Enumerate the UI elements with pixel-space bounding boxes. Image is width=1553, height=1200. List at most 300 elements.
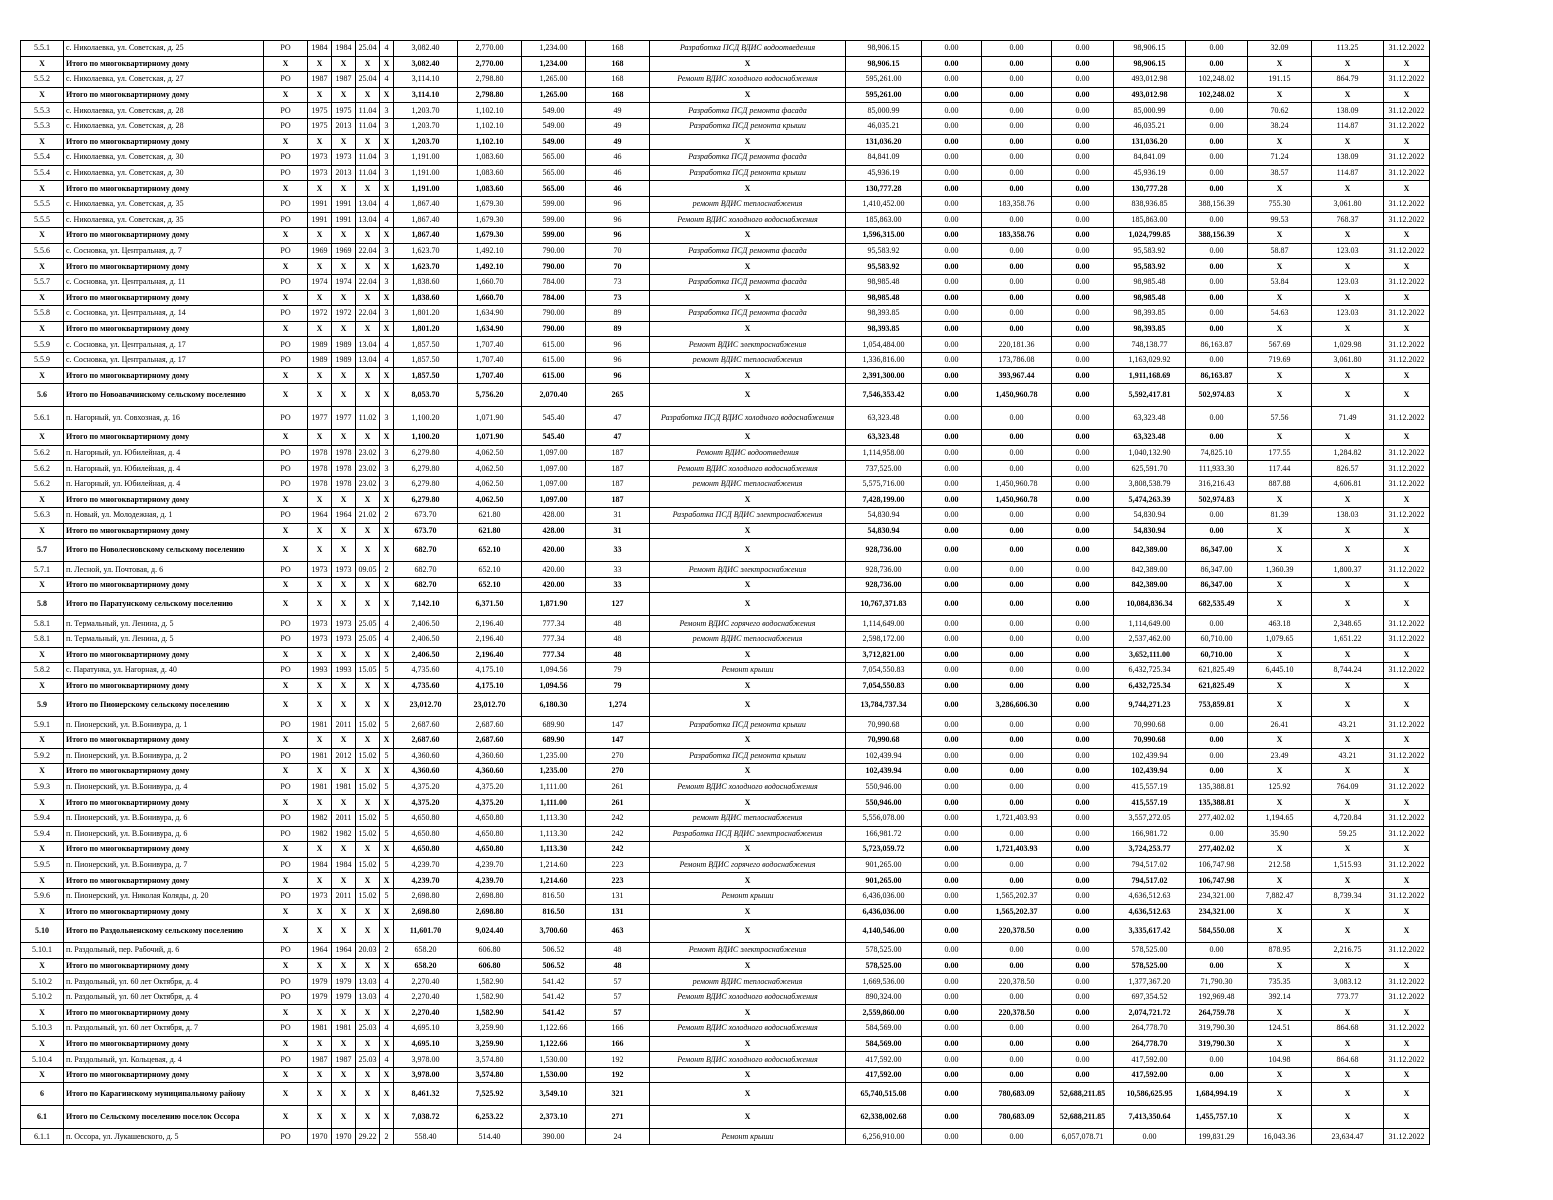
table-cell: 73 (586, 274, 650, 290)
table-cell: 4,062.50 (458, 461, 522, 477)
table-cell: X (1312, 290, 1384, 306)
table-cell: 6,371.50 (458, 593, 522, 616)
table-cell: РО (264, 562, 308, 578)
table-cell: X (356, 1005, 380, 1021)
table-cell: 1981 (332, 779, 356, 795)
table-cell: X (264, 904, 308, 920)
table-cell: X (380, 694, 394, 717)
table-cell: 1973 (308, 562, 332, 578)
table-cell: 0.00 (922, 663, 982, 679)
table-cell: X (1312, 523, 1384, 539)
table-cell: 689.90 (522, 717, 586, 733)
table-cell: 1,097.00 (522, 461, 586, 477)
table-cell: 1,660.70 (458, 290, 522, 306)
table-cell: 31.12.2022 (1384, 974, 1430, 990)
table-cell: 1993 (332, 663, 356, 679)
table-cell: 0.00 (1052, 732, 1114, 748)
table-cell: с. Николаевка, ул. Советская, д. 27 (64, 72, 264, 88)
table-cell: 23,634.47 (1312, 1129, 1384, 1145)
table-cell: 4,239.70 (458, 857, 522, 873)
table-cell: 0.00 (1052, 873, 1114, 889)
table-cell: 2,698.80 (394, 904, 458, 920)
table-cell: 2,270.40 (394, 974, 458, 990)
table-cell: Разработка ПСД ремонта фасада (650, 103, 846, 119)
table-cell: X (1248, 430, 1312, 446)
table-cell: X (21, 492, 64, 508)
table-cell: 0.00 (1052, 321, 1114, 337)
table-cell: 5.7.1 (21, 562, 64, 578)
table-cell: 3,082.40 (394, 41, 458, 57)
table-cell: 1964 (332, 943, 356, 959)
table-cell: Итого по многоквартирному дому (64, 430, 264, 446)
table-cell: 86,163.87 (1186, 368, 1248, 384)
table-cell: 84,841.09 (846, 150, 922, 166)
table-cell: X (332, 732, 356, 748)
table-cell: X (264, 321, 308, 337)
table-cell: 31.12.2022 (1384, 943, 1430, 959)
table-cell: 86,163.87 (1186, 337, 1248, 353)
table-cell: 26.41 (1248, 717, 1312, 733)
table-cell: 1,707.40 (458, 368, 522, 384)
table-cell: 4,360.60 (458, 764, 522, 780)
table-cell: 6,279.80 (394, 445, 458, 461)
table-cell: 63,323.48 (1114, 430, 1186, 446)
table-cell: 0.00 (1052, 118, 1114, 134)
table-cell: X (1312, 795, 1384, 811)
table-cell: 420.00 (522, 539, 586, 562)
table-cell: X (1248, 873, 1312, 889)
table-cell: 0.00 (1052, 290, 1114, 306)
table-cell: 1,235.00 (522, 748, 586, 764)
table-cell: 53.84 (1248, 274, 1312, 290)
table-cell: X (264, 958, 308, 974)
table-cell: 514.40 (458, 1129, 522, 1145)
table-cell: 46,035.21 (846, 118, 922, 134)
table-cell: 0.00 (922, 337, 982, 353)
table-cell: 0.00 (1186, 523, 1248, 539)
table-cell: 549.00 (522, 134, 586, 150)
table-cell: с. Николаевка, ул. Советская, д. 30 (64, 150, 264, 166)
table-cell: 928,736.00 (846, 539, 922, 562)
table-cell: 615.00 (522, 368, 586, 384)
table-cell: X (1384, 795, 1430, 811)
table-cell: X (264, 259, 308, 275)
table-cell: РО (264, 243, 308, 259)
table-cell: 31.12.2022 (1384, 857, 1430, 873)
table-cell: 0.00 (1052, 523, 1114, 539)
table-cell: 652.10 (458, 562, 522, 578)
table-cell: X (264, 56, 308, 72)
table-cell: 31.12.2022 (1384, 810, 1430, 826)
table-cell: 63,323.48 (846, 407, 922, 430)
table-cell: X (650, 1067, 846, 1083)
table-cell: 3,978.00 (394, 1052, 458, 1068)
table-row (21, 1021, 1430, 1037)
table-cell: 4 (380, 196, 394, 212)
table-cell: п. Нагорный, ул. Юбилейная, д. 4 (64, 461, 264, 477)
table-cell: Итого по многоквартирному дому (64, 290, 264, 306)
table-cell: 1,911,168.69 (1114, 368, 1186, 384)
table-cell: X (332, 259, 356, 275)
table-cell: 0.00 (1052, 616, 1114, 632)
table-cell: 1984 (308, 41, 332, 57)
table-cell: 73 (586, 290, 650, 306)
table-cell: X (1248, 842, 1312, 858)
table-cell: 0.00 (982, 523, 1052, 539)
table-row (21, 445, 1430, 461)
table-cell: 0.00 (1052, 748, 1114, 764)
table-cell: 23.49 (1248, 748, 1312, 764)
table-cell: Ремонт ВДИС холодного водоснабжения (650, 779, 846, 795)
table-cell: 102,439.94 (846, 748, 922, 764)
table-cell: 25.05 (356, 616, 380, 632)
table-cell: 62,338,002.68 (846, 1106, 922, 1129)
table-total-row (21, 1083, 1430, 1106)
table-cell: 0.00 (1052, 41, 1114, 57)
table-cell: 25.03 (356, 1052, 380, 1068)
table-cell: X (1312, 577, 1384, 593)
table-cell: X (21, 430, 64, 446)
table-cell: 242 (586, 810, 650, 826)
table-cell: 5 (380, 779, 394, 795)
table-cell: X (1248, 321, 1312, 337)
table-cell: X (650, 492, 846, 508)
table-cell: 16,043.36 (1248, 1129, 1312, 1145)
table-cell: 2,687.60 (394, 732, 458, 748)
table-cell: 0.00 (922, 717, 982, 733)
table-cell: 13.04 (356, 196, 380, 212)
table-cell: X (1384, 593, 1430, 616)
table-cell: Итого по многоквартирному дому (64, 1005, 264, 1021)
table-cell: 578,525.00 (1114, 958, 1186, 974)
table-cell: 234,321.00 (1186, 888, 1248, 904)
table-cell: 0.00 (922, 647, 982, 663)
table-cell: 541.42 (522, 974, 586, 990)
table-cell: 1,867.40 (394, 228, 458, 244)
table-cell: 0.00 (922, 873, 982, 889)
table-cell: 0.00 (1052, 407, 1114, 430)
table-cell: 0.00 (1052, 445, 1114, 461)
table-cell: 0.00 (982, 562, 1052, 578)
table-row (21, 1129, 1430, 1145)
table-cell: 550,946.00 (846, 795, 922, 811)
table-cell: 0.00 (982, 663, 1052, 679)
table-cell: 599.00 (522, 228, 586, 244)
table-cell: X (264, 384, 308, 407)
table-cell: 23.02 (356, 461, 380, 477)
table-cell: 1,235.00 (522, 764, 586, 780)
table-cell: 0.00 (982, 259, 1052, 275)
table-cell: 6,432,725.34 (1114, 663, 1186, 679)
table-cell: X (650, 228, 846, 244)
table-cell: X (308, 134, 332, 150)
table-cell: 5.9.2 (21, 748, 64, 764)
table-cell: 4,062.50 (458, 492, 522, 508)
table-cell: 71,790.30 (1186, 974, 1248, 990)
table-cell: 887.88 (1248, 476, 1312, 492)
table-cell: X (21, 678, 64, 694)
table-cell: 8,053.70 (394, 384, 458, 407)
table-cell: 1,669,536.00 (846, 974, 922, 990)
table-cell: X (308, 56, 332, 72)
table-cell: 1982 (308, 810, 332, 826)
table-cell: п. Термальный, ул. Ленина, д. 5 (64, 616, 264, 632)
table-cell: 0.00 (922, 368, 982, 384)
table-cell: 168 (586, 72, 650, 88)
table-cell: 606.80 (458, 958, 522, 974)
table-cell: X (380, 1083, 394, 1106)
table-cell: 0.00 (1186, 508, 1248, 524)
table-cell: 2,270.40 (394, 1005, 458, 1021)
table-cell: X (1248, 228, 1312, 244)
table-cell: 31.12.2022 (1384, 103, 1430, 119)
table-cell: Разработка ПСД ремонта фасада (650, 274, 846, 290)
table-cell: 0.00 (922, 407, 982, 430)
table-cell: Итого по многоквартирному дому (64, 523, 264, 539)
table-cell: 2013 (332, 118, 356, 134)
table-total-row (21, 87, 1430, 103)
table-cell: 2,196.40 (458, 632, 522, 648)
table-cell: 0.00 (1186, 748, 1248, 764)
table-cell: 584,550.08 (1186, 920, 1248, 943)
table-cell: 3,808,538.79 (1114, 476, 1186, 492)
table-cell: X (1384, 430, 1430, 446)
table-cell: 1987 (332, 1052, 356, 1068)
table-cell: 0.00 (1052, 764, 1114, 780)
table-cell: 1,203.70 (394, 134, 458, 150)
table-cell: 173,786.08 (982, 352, 1052, 368)
table-cell: 5.6.2 (21, 476, 64, 492)
table-cell: X (21, 1005, 64, 1021)
table-cell: 0.00 (1052, 678, 1114, 694)
table-cell: X (380, 577, 394, 593)
table-cell: 1981 (308, 779, 332, 795)
table-cell: X (1384, 134, 1430, 150)
table-cell: 0.00 (982, 539, 1052, 562)
table-cell: 5.5.4 (21, 165, 64, 181)
table-cell: 31.12.2022 (1384, 118, 1430, 134)
table-cell: 780,683.09 (982, 1106, 1052, 1129)
table-cell: X (264, 181, 308, 197)
table-total-row (21, 56, 1430, 72)
table-cell: X (1312, 259, 1384, 275)
table-cell: 1,857.50 (394, 368, 458, 384)
table-cell: 1,530.00 (522, 1052, 586, 1068)
table-cell: Ремонт ВДИС горячего водоснабжения (650, 616, 846, 632)
table-cell: 1,450,960.78 (982, 476, 1052, 492)
table-cell: 1978 (332, 476, 356, 492)
table-cell: 606.80 (458, 943, 522, 959)
table-cell: 123.03 (1312, 306, 1384, 322)
table-cell: 737,525.00 (846, 461, 922, 477)
table-cell: X (380, 492, 394, 508)
table-cell: 20.03 (356, 943, 380, 959)
table-cell: 1,079.65 (1248, 632, 1312, 648)
table-cell: 71.24 (1248, 150, 1312, 166)
table-cell: 1,623.70 (394, 243, 458, 259)
table-cell: 0.00 (922, 904, 982, 920)
table-cell: 1984 (308, 857, 332, 873)
table-cell: 168 (586, 87, 650, 103)
table-cell: X (380, 228, 394, 244)
table-cell: 8,744.24 (1312, 663, 1384, 679)
table-cell: 31.12.2022 (1384, 717, 1430, 733)
table-cell: 2 (380, 508, 394, 524)
table-cell: X (1384, 904, 1430, 920)
table-cell: 13.04 (356, 352, 380, 368)
table-total-row (21, 904, 1430, 920)
table-cell: X (650, 181, 846, 197)
table-cell: 2,687.60 (394, 717, 458, 733)
table-cell: 0.00 (1186, 616, 1248, 632)
table-cell: 673.70 (394, 523, 458, 539)
table-cell: 223 (586, 857, 650, 873)
table-cell: X (308, 920, 332, 943)
table-cell: X (356, 873, 380, 889)
table-cell: 0.00 (1186, 56, 1248, 72)
table-cell: 1,097.00 (522, 445, 586, 461)
table-cell: X (356, 764, 380, 780)
table-cell: 0.00 (922, 72, 982, 88)
table-cell: 277,402.02 (1186, 810, 1248, 826)
table-cell: X (356, 228, 380, 244)
table-cell: X (1312, 678, 1384, 694)
table-cell: 31.12.2022 (1384, 1129, 1430, 1145)
table-cell: 2,698.80 (458, 904, 522, 920)
table-cell: 98,985.48 (846, 290, 922, 306)
table-cell: X (380, 321, 394, 337)
table-cell: 3,335,617.42 (1114, 920, 1186, 943)
table-cell: X (332, 368, 356, 384)
table-cell: X (21, 764, 64, 780)
table-cell: 11.04 (356, 103, 380, 119)
table-cell: 1,651.22 (1312, 632, 1384, 648)
table-cell: 0.00 (922, 118, 982, 134)
table-cell: 166,981.72 (846, 826, 922, 842)
table-cell: РО (264, 810, 308, 826)
table-row (21, 165, 1430, 181)
table-cell: 697,354.52 (1114, 989, 1186, 1005)
table-cell: 1973 (332, 616, 356, 632)
table-cell: 621.80 (458, 508, 522, 524)
table-cell: 31.12.2022 (1384, 72, 1430, 88)
table-cell: 1969 (332, 243, 356, 259)
table-cell: 85,000.99 (846, 103, 922, 119)
table-cell: X (21, 1067, 64, 1083)
table-cell: 615.00 (522, 352, 586, 368)
table-cell: 1978 (308, 445, 332, 461)
table-cell: Ремонт ВДИС холодного водоснабжения (650, 212, 846, 228)
table-cell: X (1384, 873, 1430, 889)
table-cell: 502,974.83 (1186, 384, 1248, 407)
table-cell: 0.00 (1186, 243, 1248, 259)
table-total-row (21, 181, 1430, 197)
table-cell: 98,393.85 (846, 306, 922, 322)
table-cell: 168 (586, 41, 650, 57)
table-row (21, 974, 1430, 990)
table-cell: 0.00 (1052, 539, 1114, 562)
table-cell: 0.00 (922, 306, 982, 322)
table-cell: 0.00 (922, 1052, 982, 1068)
table-cell: 25.05 (356, 632, 380, 648)
table-cell: 270 (586, 748, 650, 764)
table-cell: 5 (380, 857, 394, 873)
table-cell: 0.00 (982, 1052, 1052, 1068)
table-cell: 0.00 (1186, 150, 1248, 166)
table-cell: 1972 (308, 306, 332, 322)
table-cell: 0.00 (1186, 717, 1248, 733)
table-cell: 1973 (308, 888, 332, 904)
table-cell: 5.5.9 (21, 352, 64, 368)
table-cell: 31.12.2022 (1384, 445, 1430, 461)
table-cell: X (332, 1106, 356, 1129)
table-cell: X (264, 873, 308, 889)
table-cell: 549.00 (522, 103, 586, 119)
table-cell: 1,083.60 (458, 165, 522, 181)
table-cell: 0.00 (1052, 779, 1114, 795)
table-cell: п. Раздольный, ул. 60 лет Октября, д. 4 (64, 989, 264, 1005)
table-cell: 192 (586, 1067, 650, 1083)
table-cell: 13.04 (356, 212, 380, 228)
table-cell: ремонт ВДИС теплоснабжения (650, 352, 846, 368)
table-cell: X (332, 290, 356, 306)
table-cell: РО (264, 663, 308, 679)
table-cell: 1973 (332, 632, 356, 648)
table-cell: 4,375.20 (458, 779, 522, 795)
table-cell: 1978 (332, 445, 356, 461)
table-total-row (21, 384, 1430, 407)
table-cell: с. Николаевка, ул. Советская, д. 25 (64, 41, 264, 57)
table-cell: 96 (586, 368, 650, 384)
table-cell: 0.00 (922, 779, 982, 795)
table-cell: X (21, 321, 64, 337)
table-cell: X (264, 1036, 308, 1052)
table-cell: 417,592.00 (846, 1052, 922, 1068)
table-cell: 0.00 (1186, 181, 1248, 197)
table-cell: 0.00 (982, 243, 1052, 259)
table-cell: 46 (586, 165, 650, 181)
table-cell: 46 (586, 150, 650, 166)
table-cell: 223 (586, 873, 650, 889)
table-cell: X (332, 577, 356, 593)
table-cell: X (1384, 539, 1430, 562)
table-cell: 57 (586, 989, 650, 1005)
table-cell: 0.00 (982, 212, 1052, 228)
table-cell: 11,601.70 (394, 920, 458, 943)
table-cell: 242 (586, 826, 650, 842)
table-cell: 1,100.20 (394, 430, 458, 446)
table-cell: 0.00 (982, 593, 1052, 616)
table-total-row (21, 647, 1430, 663)
table-row (21, 748, 1430, 764)
table-cell: X (380, 842, 394, 858)
table-cell: 1,582.90 (458, 974, 522, 990)
table-cell: 1974 (332, 274, 356, 290)
table-cell: 5.5.7 (21, 274, 64, 290)
table-cell: 1,265.00 (522, 87, 586, 103)
table-cell: 1,360.39 (1248, 562, 1312, 578)
table-cell: 658.20 (394, 943, 458, 959)
table-cell: X (380, 1106, 394, 1129)
table-cell: 31.12.2022 (1384, 212, 1430, 228)
table-cell: X (1312, 958, 1384, 974)
table-cell: 1,083.60 (458, 150, 522, 166)
table-cell: 5.10.3 (21, 1021, 64, 1037)
table-cell: 5.10.1 (21, 943, 64, 959)
table-row (21, 663, 1430, 679)
table-cell: 0.00 (1052, 904, 1114, 920)
table-cell: X (332, 1083, 356, 1106)
